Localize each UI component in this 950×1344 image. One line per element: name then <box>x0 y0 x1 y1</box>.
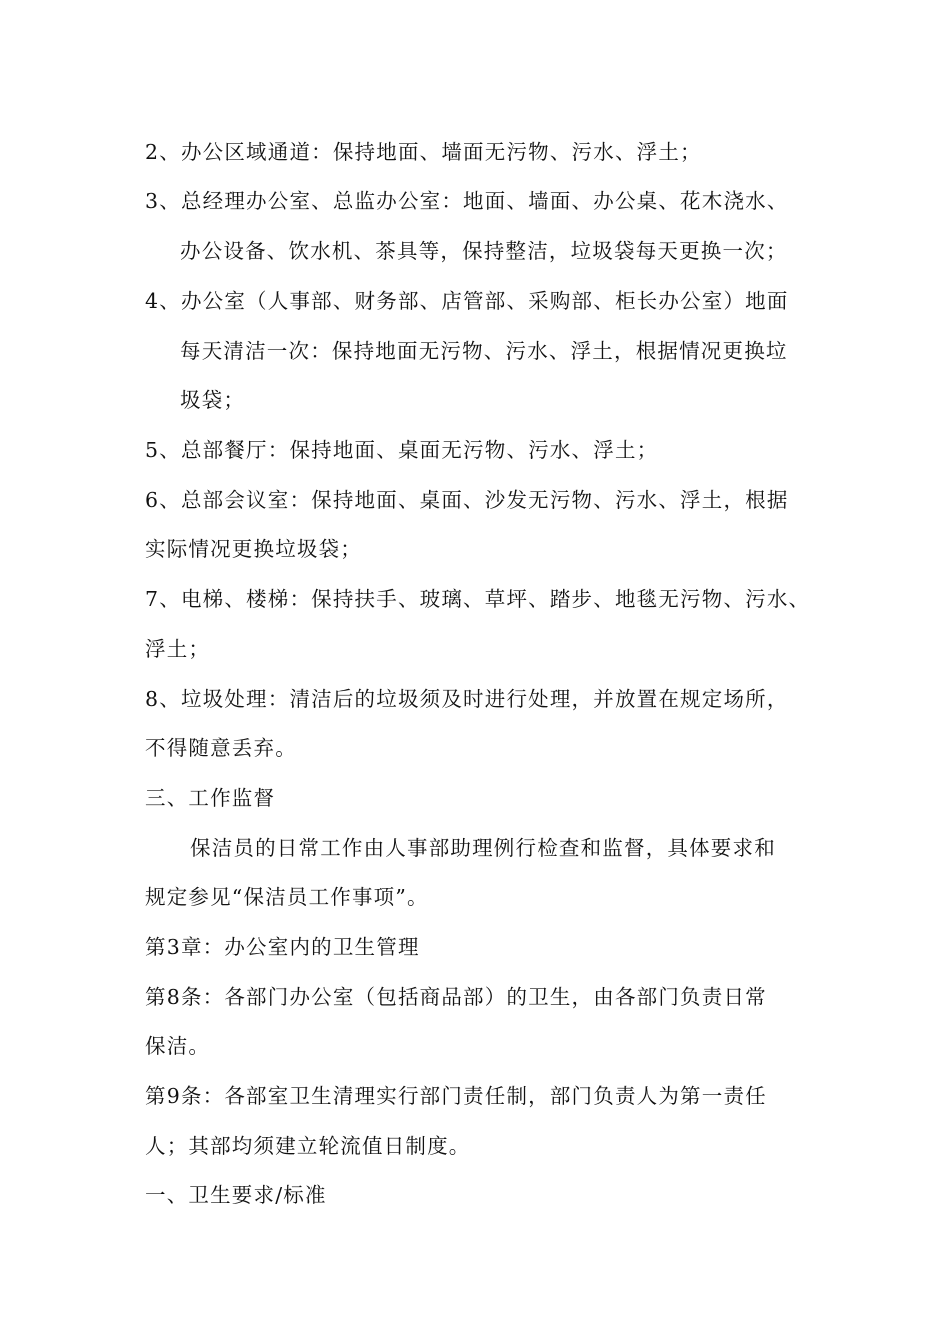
text-line: 规定参见“保洁员工作事项”。 <box>145 885 429 909</box>
text-line: 2、办公区域通道：保持地面、墙面无污物、污水、浮土； <box>145 140 702 164</box>
section-heading: 三、工作监督 <box>145 786 276 810</box>
text-line: 5、总部餐厅：保持地面、桌面无污物、污水、浮土； <box>145 438 659 462</box>
text-line: 圾袋； <box>180 388 246 412</box>
text-line: 实际情况更换垃圾袋； <box>145 537 362 561</box>
chapter-heading: 第3章：办公室内的卫生管理 <box>145 935 420 959</box>
text-line: 4、办公室（人事部、财务部、店管部、采购部、柜长办公室）地面 <box>145 289 789 313</box>
text-line: 浮土； <box>145 637 211 661</box>
text-line: 保洁员的日常工作由人事部助理例行检查和监督，具体要求和 <box>190 836 776 860</box>
section-heading: 一、卫生要求/标准 <box>145 1183 327 1207</box>
text-line: 3、总经理办公室、总监办公室：地面、墙面、办公桌、花木浇水、 <box>145 189 789 213</box>
text-line: 办公设备、饮水机、茶具等，保持整洁，垃圾袋每天更换一次； <box>180 239 788 263</box>
text-line: 8、垃圾处理：清洁后的垃圾须及时进行处理，并放置在规定场所， <box>145 687 789 711</box>
text-line: 保洁。 <box>145 1034 211 1058</box>
text-line: 每天清洁一次：保持地面无污物、污水、浮土，根据情况更换垃 <box>180 339 788 363</box>
text-line: 6、总部会议室：保持地面、桌面、沙发无污物、污水、浮土，根据 <box>145 488 789 512</box>
text-line: 第9条：各部室卫生清理实行部门责任制，部门负责人为第一责任 <box>145 1084 767 1108</box>
text-line: 不得随意丢弃。 <box>145 736 297 760</box>
text-line: 第8条：各部门办公室（包括商品部）的卫生，由各部门负责日常 <box>145 985 767 1009</box>
text-line: 人；其部均须建立轮流值日制度。 <box>145 1134 471 1158</box>
text-line: 7、电梯、楼梯：保持扶手、玻璃、草坪、踏步、地毯无污物、污水、 <box>145 587 811 611</box>
